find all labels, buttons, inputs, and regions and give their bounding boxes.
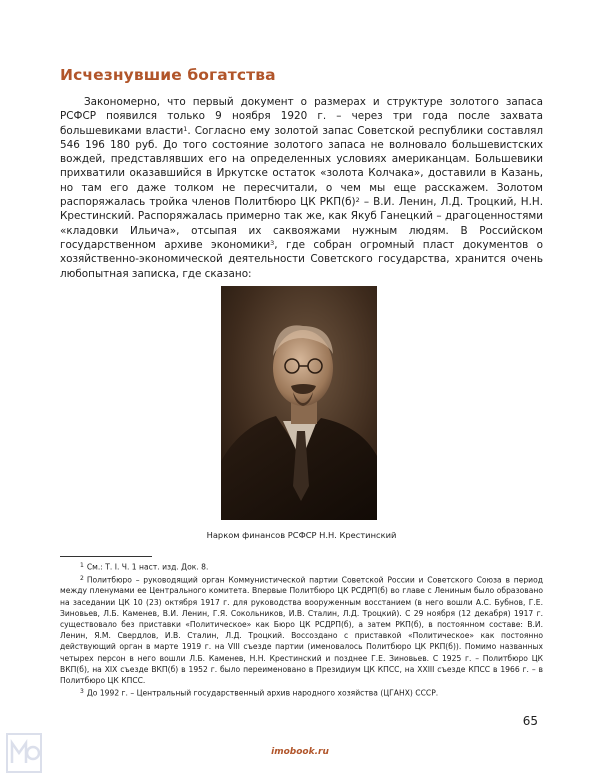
footnote-1 bbox=[60, 560, 543, 573]
page-number: 65 bbox=[522, 714, 538, 728]
body-sentence-3: – В.И. Ленин, Л.Д. Троцкий, Н.Н. Крестинский. Распоряжалась примерно так же, как Якуб Ганецкий – драгоценностями «кладовки Ильича», отсыпая их саквояжами нужным людям. В Российском государственном архиве экономики bbox=[60, 196, 543, 251]
footnote-text: До 1992 г. – Центральный государственный архив народного хозяйства (ЦГАНХ) СССР. bbox=[86, 688, 439, 698]
body-sentence-1: Закономерно, что первый документ о размерах и структуре золотого запаса РСФСР появился только 9 ноября 1920 г. – через три года после захвата большевиками власти bbox=[60, 96, 543, 137]
footnote-ref-3[interactable]: 3 bbox=[270, 238, 275, 247]
footnote-3 bbox=[60, 686, 543, 699]
footnote-number: 3 bbox=[80, 688, 84, 696]
footnote-text: Политбюро – руководящий орган Коммунистической партии Советской России и Советского Союза в период между пленумами ее Центрального комитета. Впервые Политбюро ЦК РСДРП(б) во главе с Лениным было образовано на заседании ЦК 10 (23) октября 1917 г. для руководства вооруженным восстанием (в него вошли А.С. Бубнов, Г.Е. Зиновьев, Л.Б. Каменев, В.И. Ленин, Г.Я. Сокольников, И.В. Сталин, Л.Д. Троцкий). С 29 ноября (12 декабря) 1917 г. существовало без приставки «Политическое» как Бюро ЦК РСДРП(б), а затем РКП(б), в постоянном составе: В.И. Ленин, Я.М. Свердлов, И.В. Сталин, Л.Д. Троцкий. Воссоздано с приставкой «Политическое» как постоянно действующий орган в марте 1919 г. на VIII съезде партии (именовалось Политбюро ЦК РКП(б)). Помимо названных четырех персон в него вошли Л.Б. Каменев, Н.Н. Крестинский и позднее Г.Е. Зиновьев. С 1925 г. – Политбюро ЦК ВКП(б), на XIX съезде ВКП(б) в 1952 г. было переименовано в Президиум ЦК КПСС, на XXIII съезде КПСС в 1966 г. – в Политбюро ЦК КПСС. bbox=[60, 575, 543, 686]
chapter-heading: Исчезнувшие богатства bbox=[60, 66, 276, 84]
footnote-number: 1 bbox=[80, 562, 84, 569]
body-sentence-4: , где собран огромный пласт документов о хозяйственно-экономической деятельности Советского государства, хранится очень любопытная записка, где сказано: bbox=[60, 238, 543, 280]
footnote-divider bbox=[60, 556, 152, 557]
footnote-text: См.: Т. I. Ч. 1 наст. изд. Док. 8. bbox=[86, 562, 209, 572]
photo-caption: Нарком финансов РСФСР Н.Н. Крестинский bbox=[206, 530, 397, 540]
footnote-ref-2[interactable]: 2 bbox=[355, 196, 360, 205]
footnote-ref-1[interactable]: 1 bbox=[183, 124, 188, 133]
site-link[interactable]: imobook.ru bbox=[271, 747, 329, 757]
body-paragraph bbox=[60, 95, 543, 281]
footnotes bbox=[60, 560, 543, 699]
footnote-number: 2 bbox=[80, 574, 84, 582]
footnote-2 bbox=[60, 573, 543, 687]
portrait-illustration bbox=[221, 286, 377, 520]
portrait-photo bbox=[221, 286, 377, 520]
body-sentence-2: . Согласно ему золотой запас Советской республики составлял 546 196 180 руб. До того состояние золотого запаса не волновало большевистских вождей, представлявших его на определенных условиях американцам. Большевики прихватили оказавшийся в Иркутске остаток «золота Колчака», доставили в Казань, но там его даже толком не пересчитали, о чем мы еще расскажем. Золотом распоряжалась тройка членов Политбюро ЦК РКП(б) bbox=[60, 124, 544, 209]
